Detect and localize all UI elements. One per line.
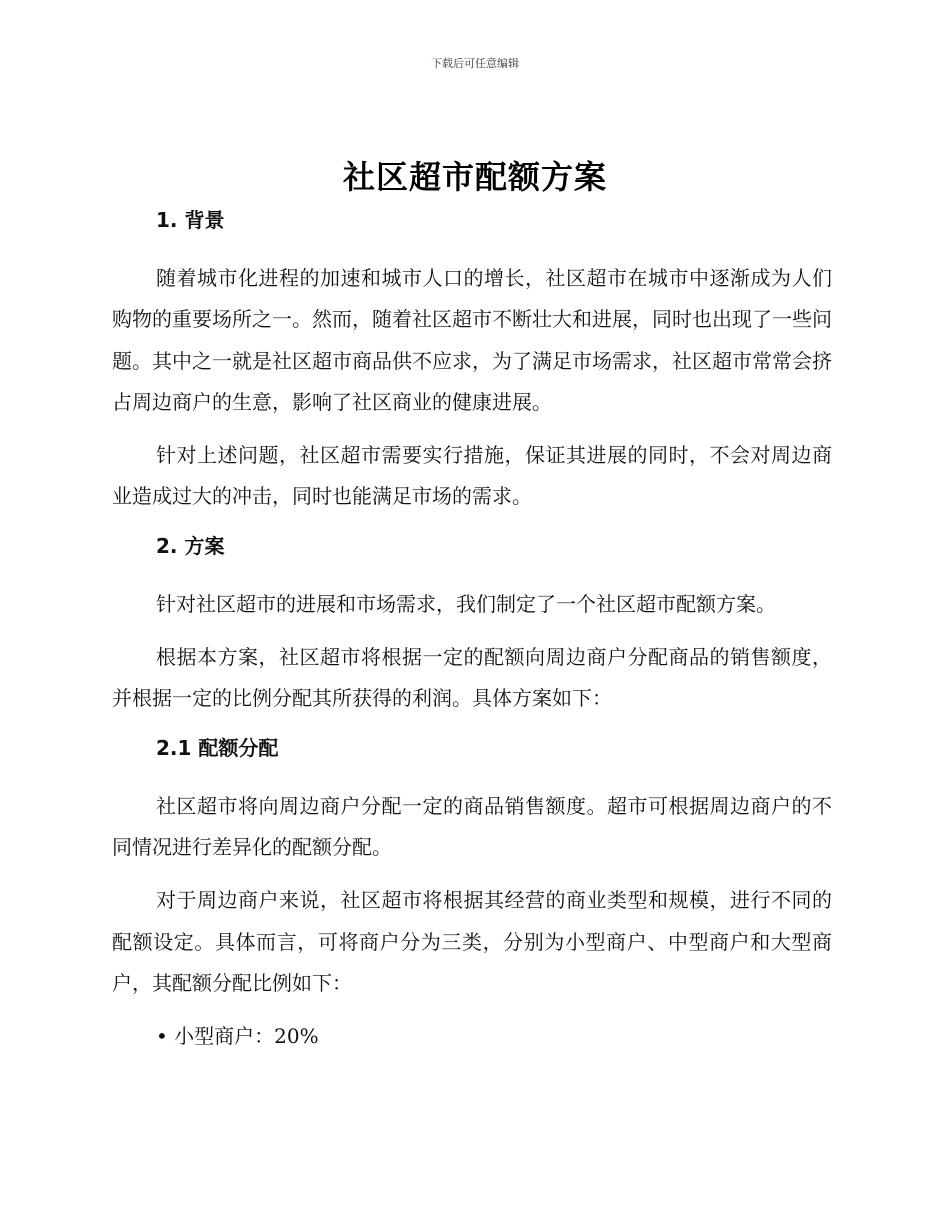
- paragraph-plan-1: 针对社区超市的进展和市场需求，我们制定了一个社区超市配额方案。: [156, 591, 776, 616]
- section-heading-quota: 2.1 配额分配: [156, 735, 279, 760]
- section-heading-background: 1. 背景: [156, 208, 225, 232]
- paragraph-quota-2: 对于周边商户来说，社区超市将根据其经营的商业类型和规模，进行不同的配额设定。具体而言，可将商户分为三类，分别为小型商户、中型商户和大型商户，其配额分配比例如下：: [112, 888, 832, 995]
- paragraph-quota-1: 社区超市将向周边商户分配一定的商品销售额度。超市可根据周边商户的不同情况进行差异化的配额分配。: [112, 793, 832, 859]
- list-item: • 小型商户：20%: [156, 1024, 319, 1049]
- document-title: 社区超市配额方案: [342, 158, 607, 196]
- page-header: 下载后可任意编辑: [431, 57, 519, 70]
- paragraph-plan-2: 根据本方案，社区超市将根据一定的配额向周边商户分配商品的销售额度，并根据一定的比例分配其所获得的利润。具体方案如下：: [112, 645, 832, 711]
- paragraph-background-2: 针对上述问题，社区超市需要实行措施，保证其进展的同时，不会对周边商业造成过大的冲击，同时也能满足市场的需求。: [112, 443, 832, 509]
- paragraph-background-1: 随着城市化进程的加速和城市人口的增长，社区超市在城市中逐渐成为人们购物的重要场所之一。然而，随着社区超市不断壮大和进展，同时也出现了一些问题。其中之一就是社区超市商品供不应求，为了满足市场需求，社区超市常常会挤占周边商户的生意，影响了社区商业的健康进展。: [112, 266, 832, 414]
- document-body: [112, 204, 832, 1057]
- section-heading-plan: 2. 方案: [156, 533, 225, 558]
